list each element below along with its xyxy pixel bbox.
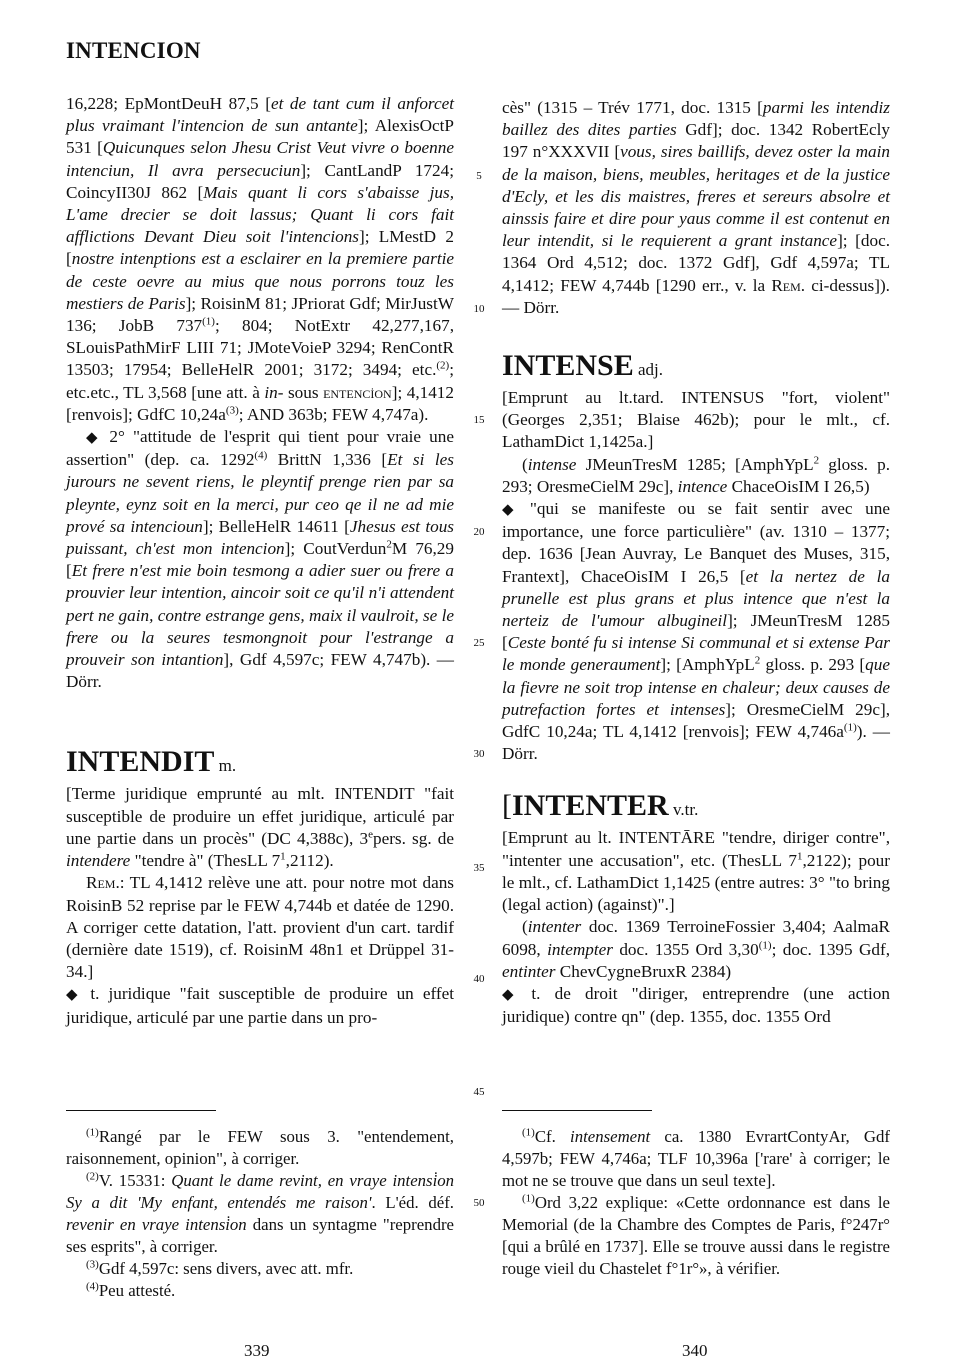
italic-text: Ceste bonté fu si intense Si communal et si extense Par le monde generaument [502,633,890,675]
italic-text: intempter [547,939,613,959]
text-run: . L'éd. déf. [371,1193,454,1212]
line-number: 10 [473,303,485,315]
line-number: 45 [473,1086,485,1098]
intense-entry-head [502,349,890,383]
superscript: (1) [86,1126,99,1139]
text-run: [Emprunt au lt.tard. INTENSUS "fort, violent" (Georges 2,351; Blaise 462b); pour le mlt., cf. LathamDict 1,1425a.] [502,388,890,452]
pos-intenter: v.tr. [673,800,699,820]
superscript: (2) [86,1170,99,1183]
superscript: (1) [522,1192,535,1205]
text-run: "tendre à" (ThesLL 7 [130,851,281,871]
italic-text: et de tant cum il anforcet plus vraimant l'intencion de sun antante [66,94,454,136]
superscript: (2) [436,359,450,372]
bracket-intenter: [ [502,789,512,823]
bullet-diamond-icon: ◆ [502,986,524,1003]
text-run: pers. sg. de [372,828,455,848]
intenter-forms [502,916,890,983]
intendit-remark [66,872,454,983]
text-run: Gdf 4,597c: sens divers, avec att. mfr. [98,1259,354,1278]
text-run: M 76,29 [ [66,539,454,581]
text-run: : TL 4,1412 relève une att. pour notre mot dans RoisinB 52 reprise par le FEW 4,744b et datée de 1290. A corriger cette datation, l'att. provient d'un cart. tardif (dernière date 1519), cf. RoisinM 48n1 et Drüppel 31-34.] [66,873,454,982]
italic-text: vous, sires baillifs, devez oster la main de la maison, biens, meubles, heritages et de la justice d'Ecly, et les dis maistres, freres et sereurs absolre et ainssis faire et dire pour yaus comme il est contenut en leur intendit, si le requierent a grant instance [502,142,890,251]
line-number: 20 [473,526,485,538]
text-run: cès" (1315 – Trév 1771, doc. 1315 [ [502,98,763,117]
text-run: JMeunTresM 1285; [AmphYpL [576,454,814,474]
running-header: INTENCION [66,38,201,63]
bullet-diamond-icon: ◆ [502,502,522,519]
text-run: sous [283,382,324,402]
footnote [66,1126,454,1170]
line-number: 25 [473,637,485,649]
text-run: ]; JMeunTresM 1285 [ [502,611,890,653]
superscript: 2 [813,453,820,466]
text-run: 2° "attitude de l'esprit qui tient pour vraie une assertion" (dep. ca. 1292 [66,427,454,470]
italic-text: intensement [570,1127,651,1146]
intense-etymology [502,387,890,454]
text-run: ; 804; NotExtr 42,277,167, SLouisPathMirF LIII 71; JMoteVoieP 3294; RenContR 13503; 17954; BelleHelR 2001; 3172; 3494; etc. [66,316,454,380]
italic-text: intense [527,454,577,474]
intendit-sense [66,983,454,1028]
italic-text: intenter [527,917,582,937]
text-run: ]; OresmeCielM 29c], GdfC 10,24a; TL 4,1412 [renvois]; FEW 4,746a [502,699,890,742]
text-run: ( [522,917,528,937]
footnote [502,1126,890,1192]
superscript: (3) [86,1258,99,1271]
text-run: ]; LMestD 2 [ [66,227,454,269]
text-run: ]; [doc. 1364 Ord 4,512; doc. 1372 Gdf], Gdf 4,597a; TL 4,1412; FEW 4,744b [1290 err., v. la [502,231,891,295]
intendit-entry-head [66,745,454,779]
text-run: ChaceOisIM I 26,5) [727,476,870,496]
bullet-diamond-icon: ◆ [86,430,102,447]
text-run: ChevCygneBruxR 2384) [555,961,732,981]
text-run: Cf. [534,1127,571,1146]
italic-text: intendere [66,851,131,871]
line-number: 40 [473,973,485,985]
line-number: 35 [473,862,485,874]
text-run: gloss. p. 293 [ [760,655,866,675]
text-run: ca. 1380 EvrartContyAr, Gdf 4,597b; FEW 4,746a; TLF 10,396a ['rare' à corriger; le mot ne se trouve que dans un seul texte]. [502,1127,890,1190]
text-run: ]; RoisinM 81; JPriorat Gdf; MirJustW 136; JobB 737 [66,293,454,336]
intencion-continuation [66,93,454,426]
intenter-etymology [502,827,890,916]
superscript: (3) [225,404,239,417]
superscript: e [368,828,373,841]
italic-text: Et frere n'est mie boin tesmong a adier suer ou frere a prouvier leur intention, aincoir soit ce qu'il n'i attendent pert ne gain, contre estrange gens, maix il vaulroit, se le frere ou la seures tesmongnoit pour l'estrange a prouveir son intantion [66,561,454,670]
superscript: 1 [796,849,803,862]
text-run: Rem. [86,873,120,893]
text-run: doc. 1355 Ord 3,30 [612,939,759,959]
footnote [66,1280,454,1302]
superscript: (1) [522,1126,535,1139]
text-run: ]; CantLandP 1724; CoincyII30J 862 [ [66,160,454,202]
text-run: ]; CoutVerdun [284,539,387,559]
superscript: (4) [254,449,268,462]
text-run: dans un syntagme "reprendre ses esprits", à corriger. [66,1215,454,1256]
footnote [502,1192,890,1280]
right-column [502,97,890,1028]
superscript: 1 [280,850,286,863]
text-run: ci-dessus]). — Dörr. [502,275,890,317]
text-run: [Emprunt au lt. INTENTĀRE "tendre, diriger contre", "intenter une accusation", etc. (ThesLL 7 [502,828,890,870]
pos-intense: adj. [638,360,664,380]
superscript: 2 [386,538,392,551]
text-run: ]; 4,1412 [renvois]; GdfC 10,24a [66,382,454,424]
line-number: 15 [473,414,485,426]
lemma-intenter: INTENTER [512,789,669,823]
line-number: 50 [473,1197,485,1209]
superscript: (1) [843,721,857,734]
text-run: 16,228; EpMontDeuH 87,5 [ [66,94,271,113]
footnotes-left [66,1126,454,1302]
footnote [66,1258,454,1280]
text-run: Gdf]; doc. 1342 RobertEcly 197 n°XXXVII [ [502,120,890,162]
footnote [66,1170,454,1258]
italic-text: Jhesus est tous puissant, ch'est mon intencion [66,516,454,559]
italic-text: que la fievre ne soit trop intense en chaleur; deux causes de putrefaction fortes et intenses [502,655,890,719]
italic-text: entinter [502,961,556,981]
text-run: Peu attesté. [98,1281,176,1300]
text-run: gloss. p. 293; OresmeCielM 29c], [502,454,890,496]
text-run: Ord 3,22 explique: «Cette ordonnance est dans le Memorial (de la Chambre des Comptes de Paris, f°247r° [qui a brûlé en 1737]. Elle se trouve aussi dans le registre rouge vieil du Chastelet f°1r°», à vérifier. [502,1193,890,1278]
lemma-intendit: INTENDIT [66,745,215,779]
line-number: 30 [473,748,485,760]
text-run: [Terme juridique emprunté au mlt. INTENDIT "fait susceptible de produire un effet juridique, articulé par une partie dans un procès" (DC 4,388c), 3 [66,784,454,848]
text-run: t. juridique "fait susceptible de produire un effet juridique, articulé par une partie dans un pro- [66,984,454,1027]
lemma-intense: INTENSE [502,349,634,383]
text-run: ( [522,454,528,474]
intendit-continuation [502,97,890,319]
italic-text: Quicunques selon Jhesu Crist Veut vivre o boenne intenciun, Il avra persecuciun [66,138,454,180]
bullet-diamond-icon: ◆ [66,987,83,1004]
text-run: ,2122); pour le mlt., cf. LathamDict 1,1425 (entre autres: 3° "to bring (legal action) (against)".] [502,850,890,915]
intense-sense [502,498,890,765]
italic-text: nostre intenptions est a esclairer en la premiere partie de ceste oevre au mius que nous porrons touz les mestiers de Paris [66,249,454,313]
text-run: ]; [AmphYpL [660,655,755,675]
text-run: doc. 1369 TerroineFossier 3,404; AalmaR 6098, [502,917,890,959]
intenter-entry-head [502,789,890,823]
text-run: V. 15331: [98,1171,172,1190]
text-run: ,2112). [285,851,334,871]
intencion-sense-2 [66,426,454,693]
text-run: ; AND 363b; FEW 4,747a). [238,404,429,424]
italic-text: revenir en vraye intensi̇on [66,1215,247,1234]
pos-intendit: m. [218,756,237,776]
italic-text: Mais quant li cors s'abaisse jus, L'ame drecier se doit lassus; Quant li cors fait afflictions Devant Dieu soit l'intencions [66,182,454,247]
superscript: (1) [758,938,772,951]
superscript: (4) [86,1280,99,1293]
text-run: ; doc. 1395 Gdf, [771,939,891,959]
italic-text: parmi les intendiz baillez des dites parties [502,98,890,140]
footnote-rule-left [66,1110,216,1111]
italic-text: Quant le dame revint, en vraye intensi̇on Sy a dit 'My enfant, entendés me raison' [66,1171,455,1212]
page-number-left: 339 [244,1341,270,1360]
text-run: ]; BelleHelR 14611 [ [202,516,350,536]
italic-text: et la nertez de la prunelle est plus grans et plus intence que n'est la nerteiz de l'umour albugineil [502,566,890,631]
text-run: entenci̇on [323,382,392,402]
text-run: BrittN 1,336 [ [267,450,388,470]
text-run: t. de droit "diriger, entreprendre (une action juridique) contre qn" (dep. 1355, doc. 1355 Ord [502,983,890,1027]
text-run: ). — Dörr. [502,722,890,764]
intense-forms [502,454,890,498]
italic-text: Et si les jurours ne sevent riens, le pleyntif prenge rien par sa pleynte, eynz soit en la merci, pur ceo qe il ne ad mie prové sa intencioun [66,450,454,536]
text-run: ; etc.etc., TL 3,568 [une att. à [66,360,454,402]
page-number-right: 340 [682,1341,708,1360]
intendit-etymology [66,783,454,872]
italic-text: in- [264,382,284,402]
text-run: ]; AlexisOctP 531 [ [66,116,454,158]
text-run: Rangé par le FEW sous 3. "entendement, raisonnement, opinion", à corriger. [66,1127,454,1168]
superscript: (1) [202,315,215,328]
text-run: "qui se manifeste ou se fait sentir avec une importance, une force particulière" (av. 1310 – 1377; dep. 1636 [Jean Auvray, Le Banquet des Muses, 315, Frantext], ChaceOisIM I 26,5 [ [502,499,890,586]
intenter-sense [502,983,890,1028]
superscript: 2 [754,654,761,667]
line-number: 5 [476,170,482,182]
left-column [66,93,454,1029]
text-run: Rem. [771,275,806,295]
text-run: ], Gdf 4,597c; FEW 4,747b). — Dörr. [66,650,454,692]
italic-text: intence [677,476,728,496]
footnotes-right [502,1126,890,1280]
footnote-rule-right [502,1110,652,1111]
